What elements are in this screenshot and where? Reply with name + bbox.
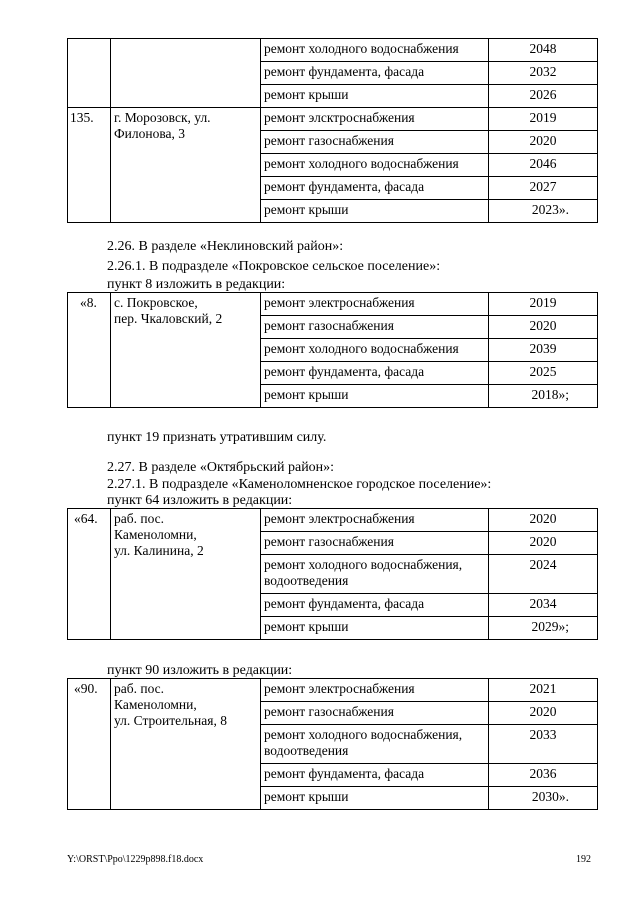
work-cell: ремонт холодного водоснабжения, водоотведения [261,555,489,594]
table-continuation [67,38,598,223]
work-cell: ремонт крыши [261,787,489,810]
work-cell: ремонт фундамента, фасада [261,594,489,617]
table-item-8 [67,292,598,408]
table-item-64 [67,508,598,640]
work-cell: ремонт фундамента, фасада [261,764,489,787]
year-cell: 2033 [489,725,598,764]
address-line: Каменоломни, [114,697,197,712]
year-cell: 2027 [489,177,598,200]
address-line: с. Покровское, [114,295,198,310]
work-cell: ремонт фундамента, фасада [261,62,489,85]
year-cell: 2048 [489,39,598,62]
table-row [68,39,598,62]
year-cell: 2020 [489,131,598,154]
instruction-text: пункт 90 изложить в редакции: [107,663,293,678]
year-cell: 2025 [489,362,598,385]
work-cell: ремонт газоснабжения [261,316,489,339]
year-cell: 2019 [489,293,598,316]
work-cell: ремонт электроснабжения [261,679,489,702]
year-cell: 2046 [489,154,598,177]
number-cell: 135. [68,108,111,223]
number-cell: «8. [68,293,111,408]
work-cell: ремонт крыши [261,85,489,108]
address-line: ул. Калинина, 2 [114,543,204,558]
address-line: пер. Чкаловский, 2 [114,311,223,326]
subsection-heading: 2.27.1. В подразделе «Каменоломненское городское поселение»: [107,477,492,492]
subsection-heading: 2.26.1. В подразделе «Покровское сельское поселение»: [107,259,441,274]
year-cell: 2018»; [489,385,598,408]
address-line: раб. пос. [114,681,165,696]
year-cell: 2029»; [489,617,598,640]
work-cell: ремонт холодного водоснабжения, водоотведения [261,725,489,764]
work-cell: ремонт холодного водоснабжения [261,154,489,177]
table-row [68,679,598,702]
number-cell: «90. [68,679,111,810]
work-cell: ремонт фундамента, фасада [261,362,489,385]
work-cell: ремонт крыши [261,617,489,640]
note-text: пункт 19 признать утратившим силу. [107,430,327,445]
table-row [68,293,598,316]
address-cell [111,293,261,408]
work-cell: ремонт газоснабжения [261,702,489,725]
work-cell: ремонт холодного водоснабжения [261,39,489,62]
year-cell: 2021 [489,679,598,702]
year-cell: 2034 [489,594,598,617]
year-cell: 2023». [489,200,598,223]
work-cell: ремонт газоснабжения [261,131,489,154]
table-row [68,108,598,131]
work-cell: ремонт электроснабжения [261,293,489,316]
year-cell: 2030». [489,787,598,810]
footer-file-path: Y:\ORST\Ppo\1229p898.f18.docx [67,854,204,865]
work-cell: ремонт газоснабжения [261,532,489,555]
year-cell: 2020 [489,316,598,339]
year-cell: 2036 [489,764,598,787]
address-line: ул. Строительная, 8 [114,713,227,728]
year-cell: 2032 [489,62,598,85]
year-cell: 2020 [489,702,598,725]
address-cell: г. Морозовск, ул. Филонова, 3 [111,108,261,223]
year-cell: 2020 [489,509,598,532]
number-cell [68,39,111,108]
work-cell: ремонт фундамента, фасада [261,177,489,200]
year-cell: 2024 [489,555,598,594]
address-line: раб. пос. [114,511,165,526]
address-line: Каменоломни, [114,527,197,542]
address-cell [111,679,261,810]
section-heading: 2.27. В разделе «Октябрьский район»: [107,460,335,475]
instruction-text: пункт 8 изложить в редакции: [107,277,286,292]
work-cell: ремонт крыши [261,385,489,408]
work-cell: ремонт электроснабжения [261,509,489,532]
year-cell: 2039 [489,339,598,362]
work-cell: ремонт крыши [261,200,489,223]
section-heading: 2.26. В разделе «Неклиновский район»: [107,239,344,254]
table-item-90 [67,678,598,810]
year-cell: 2019 [489,108,598,131]
address-cell [111,39,261,108]
work-cell: ремонт элсктроснабжения [261,108,489,131]
footer-page-number: 192 [576,854,591,865]
number-cell: «64. [68,509,111,640]
address-cell [111,509,261,640]
year-cell: 2026 [489,85,598,108]
table-row [68,509,598,532]
instruction-text: пункт 64 изложить в редакции: [107,493,293,508]
work-cell: ремонт холодного водоснабжения [261,339,489,362]
year-cell: 2020 [489,532,598,555]
